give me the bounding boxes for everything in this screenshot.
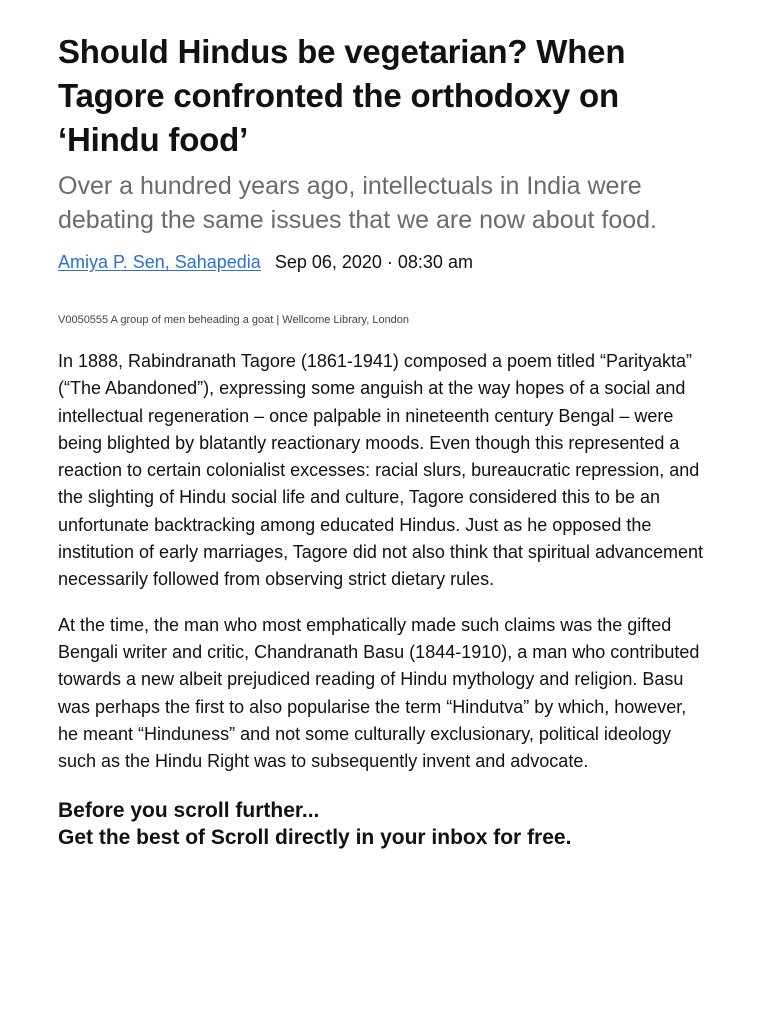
publish-date: Sep 06, 2020 · 08:30 am [274,252,473,272]
body-paragraph-2: At the time, the man who most emphatically made such claims was the gifted Bengali writer and critic, Chandranath Basu (1844-1910), a man who contributed towards a new albeit prejudiced reading of Hindu mythology and religion. Basu was perhaps the first to also popularise the term “Hindutva” by which, however, he meant “Hinduness” and not some culturally exclusionary, political ideology such as the Hindu Right was to subsequently invent and advocate. [58,614,700,772]
author-link[interactable]: Amiya P. Sen, Sahapedia [58,252,261,272]
article-subheadline: Over a hundred years ago, intellectuals in India were debating the same issues that we are now about food. [58,172,657,234]
byline [58,250,710,274]
newsletter-prompt [58,797,710,851]
newsletter-prompt-line-2: Get the best of Scroll directly in your inbox for free. [58,826,572,850]
article-headline: Should Hindus be vegetarian? When Tagore confronted the orthodoxy on ‘Hindu food’ [58,33,626,158]
newsletter-prompt-line-1: Before you scroll further... [58,799,320,823]
image-caption: V0050555 A group of men beheading a goat | Wellcome Library, London [58,314,410,326]
body-paragraph-1: In 1888, Rabindranath Tagore (1861-1941) composed a poem titled “Parityakta” (“The Abandoned”), expressing some anguish at the way hopes of a social and intellectual regeneration – once palpable in nineteenth century Bengal – were being blighted by blatantly reactionary moods. Even though this represented a reaction to certain colonialist excesses: racial slurs, bureaucratic repression, and the slighting of Hindu social life and culture, Tagore considered this to be an unfortunate backtracking among educated Hindus. Just as he opposed the institution of early marriages, Tagore did not also think that spiritual advancement necessarily followed from observing strict dietary rules. [58,351,704,590]
